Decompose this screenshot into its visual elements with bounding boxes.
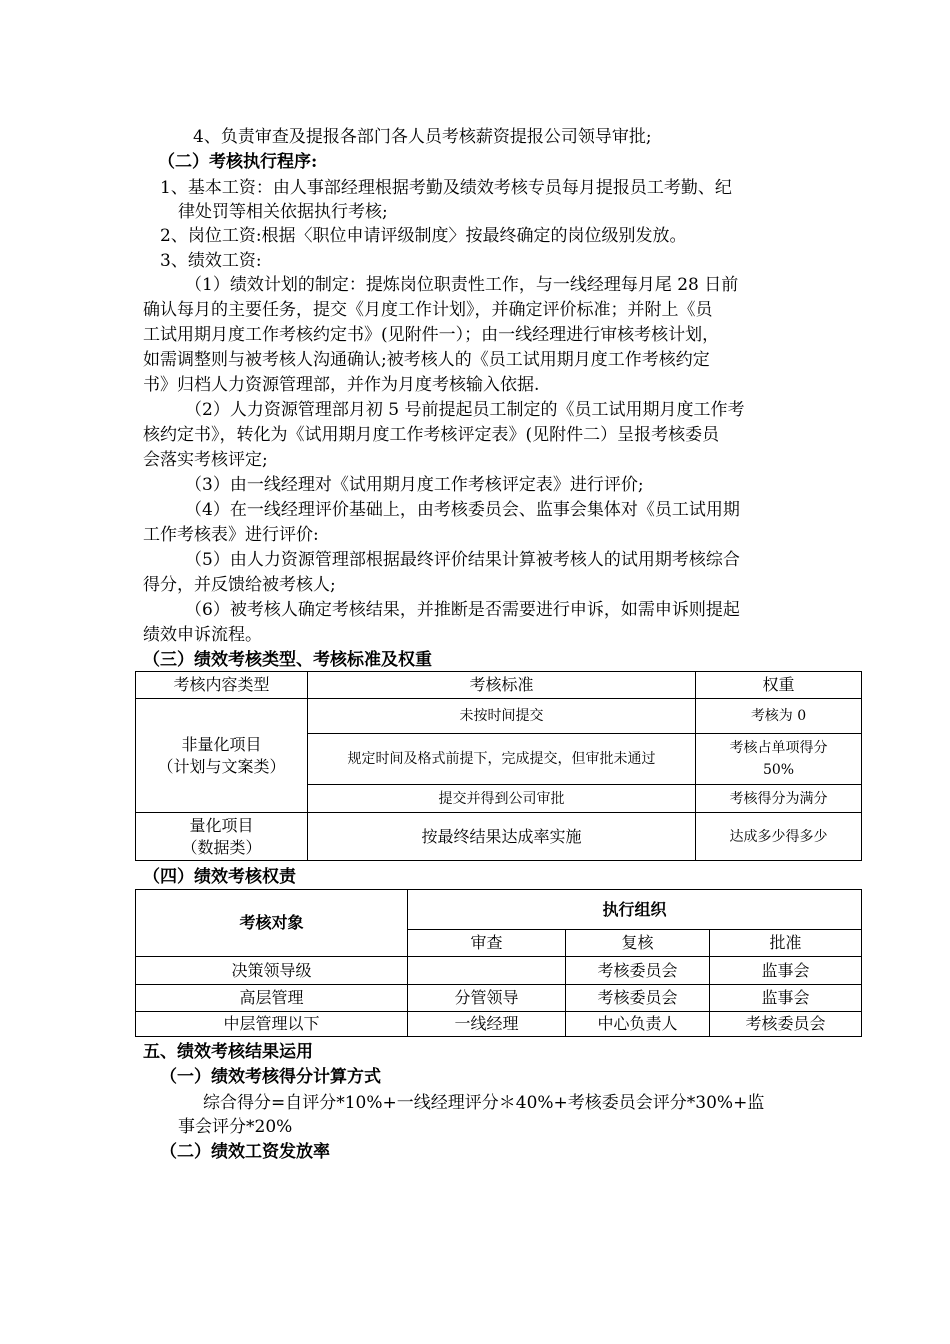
recheck-cell: 考核委员会 — [566, 985, 710, 1012]
header-weight: 权重 — [696, 672, 862, 699]
weight-cell: 考核得分为满分 — [696, 785, 862, 813]
target-cell: 决策领导级 — [136, 957, 408, 985]
step-2-line-3: 会落实考核评定; — [143, 450, 268, 470]
step-1-line-3: 工试用期月度工作考核约定书》(见附件一）；由一线经理进行审核考核计划， — [143, 325, 720, 345]
formula-line-1: 综合得分=自评分*10%+一线经理评分＊40%+考核委员会评分*30%+监 — [203, 1093, 765, 1113]
step-1-line-5: 书》归档人力资源管理部，并作为月度考核输入依据. — [143, 375, 540, 395]
table-row — [136, 957, 862, 985]
header-approve: 批准 — [710, 930, 862, 957]
header-exec-org: 执行组织 — [408, 890, 862, 930]
assessment-authority-table — [135, 889, 862, 1037]
table-header-row — [136, 890, 862, 930]
table-row — [136, 1012, 862, 1037]
weight-line-2: 50% — [762, 762, 795, 778]
non-quantified-label: 非量化项目 — [181, 734, 262, 754]
heading-assessment-types: （三）绩效考核类型、考核标准及权重 — [143, 650, 432, 670]
header-review: 审查 — [408, 930, 566, 957]
target-cell: 高层管理 — [136, 985, 408, 1012]
step-1-line-4: 如需调整则与被考核人沟通确认;被考核人的《员工试用期月度工作考核约定 — [143, 350, 710, 370]
approve-cell: 监事会 — [710, 985, 862, 1012]
assessment-standards-table — [135, 671, 862, 861]
heading-assessment-authority: （四）绩效考核权责 — [143, 867, 296, 887]
performance-salary: 3、绩效工资: — [160, 251, 262, 271]
non-quantified-cell — [136, 699, 308, 813]
approve-cell: 监事会 — [710, 957, 862, 985]
duty-item-4: 4、负责审查及提报各部门各人员考核薪资提报公司领导审批; — [193, 127, 652, 147]
standard-cell: 未按时间提交 — [308, 699, 696, 734]
table-header-row — [136, 672, 862, 699]
step-6-line-2: 绩效申诉流程。 — [143, 625, 262, 645]
step-1-line-1: （1）绩效计划的制定：提炼岗位职责性工作，与一线经理每月尾 28 日前 — [185, 275, 739, 295]
header-content-type: 考核内容类型 — [136, 672, 308, 699]
heading-section-5: 五、绩效考核结果运用 — [143, 1042, 313, 1062]
step-3: （3）由一线经理对《试用期月度工作考核评定表》进行评价; — [185, 475, 644, 495]
step-4-line-2: 工作考核表》进行评价: — [143, 525, 319, 545]
review-cell: 分管领导 — [408, 985, 566, 1012]
step-5-line-2: 得分，并反馈给被考核人; — [143, 575, 336, 595]
step-6-line-1: （6）被考核人确定考核结果，并推断是否需要进行申诉，如需申诉则提起 — [185, 600, 740, 620]
quantified-label: 量化项目 — [189, 815, 254, 835]
weight-line-1: 考核占单项得分 — [729, 740, 828, 756]
header-target: 考核对象 — [136, 890, 408, 957]
step-5-line-1: （5）由人力资源管理部根据最终评价结果计算被考核人的试用期考核综合 — [185, 550, 740, 570]
step-1-line-2: 确认每月的主要任务，提交《月度工作计划》，并确定评价标准；并附上《员 — [143, 300, 713, 320]
basic-salary-line-2: 律处罚等相关依据执行考核; — [178, 202, 388, 222]
review-cell: 一线经理 — [408, 1012, 566, 1037]
step-4-line-1: （4）在一线经理评价基础上，由考核委员会、监事会集体对《员工试用期 — [185, 500, 740, 520]
quantified-cell — [136, 813, 308, 861]
standard-cell: 提交并得到公司审批 — [308, 785, 696, 813]
position-salary: 2、岗位工资:根据〈职位申请评级制度〉按最终确定的岗位级别发放。 — [160, 226, 687, 246]
heading-exec-procedure: （二）考核执行程序: — [158, 152, 318, 172]
standard-cell: 按最终结果达成率实施 — [308, 813, 696, 861]
non-quantified-sub: （计划与文案类） — [157, 756, 286, 776]
weight-cell: 考核为 0 — [696, 699, 862, 734]
standard-cell: 规定时间及格式前提下，完成提交，但审批未通过 — [308, 734, 696, 785]
table-row — [136, 985, 862, 1012]
recheck-cell: 中心负责人 — [566, 1012, 710, 1037]
basic-salary-line-1: 1、基本工资：由人事部经理根据考勤及绩效考核专员每月提报员工考勤、纪 — [160, 178, 732, 198]
weight-cell — [696, 734, 862, 785]
step-2-line-2: 核约定书》，转化为《试用期月度工作考核评定表》(见附件二）呈报考核委员 — [143, 425, 720, 445]
heading-score-calculation: （一）绩效考核得分计算方式 — [160, 1067, 381, 1087]
table-row — [136, 813, 862, 861]
recheck-cell: 考核委员会 — [566, 957, 710, 985]
weight-cell: 达成多少得多少 — [696, 813, 862, 861]
review-cell — [408, 957, 566, 985]
quantified-sub: （数据类） — [181, 837, 262, 857]
header-standard: 考核标准 — [308, 672, 696, 699]
header-recheck: 复核 — [566, 930, 710, 957]
step-2-line-1: （2）人力资源管理部月初 5 号前提起员工制定的《员工试用期月度工作考 — [185, 400, 745, 420]
heading-payout-rate: （二）绩效工资发放率 — [160, 1142, 330, 1162]
approve-cell: 考核委员会 — [710, 1012, 862, 1037]
table-row — [136, 699, 862, 734]
target-cell: 中层管理以下 — [136, 1012, 408, 1037]
formula-line-2: 事会评分*20% — [178, 1117, 293, 1137]
